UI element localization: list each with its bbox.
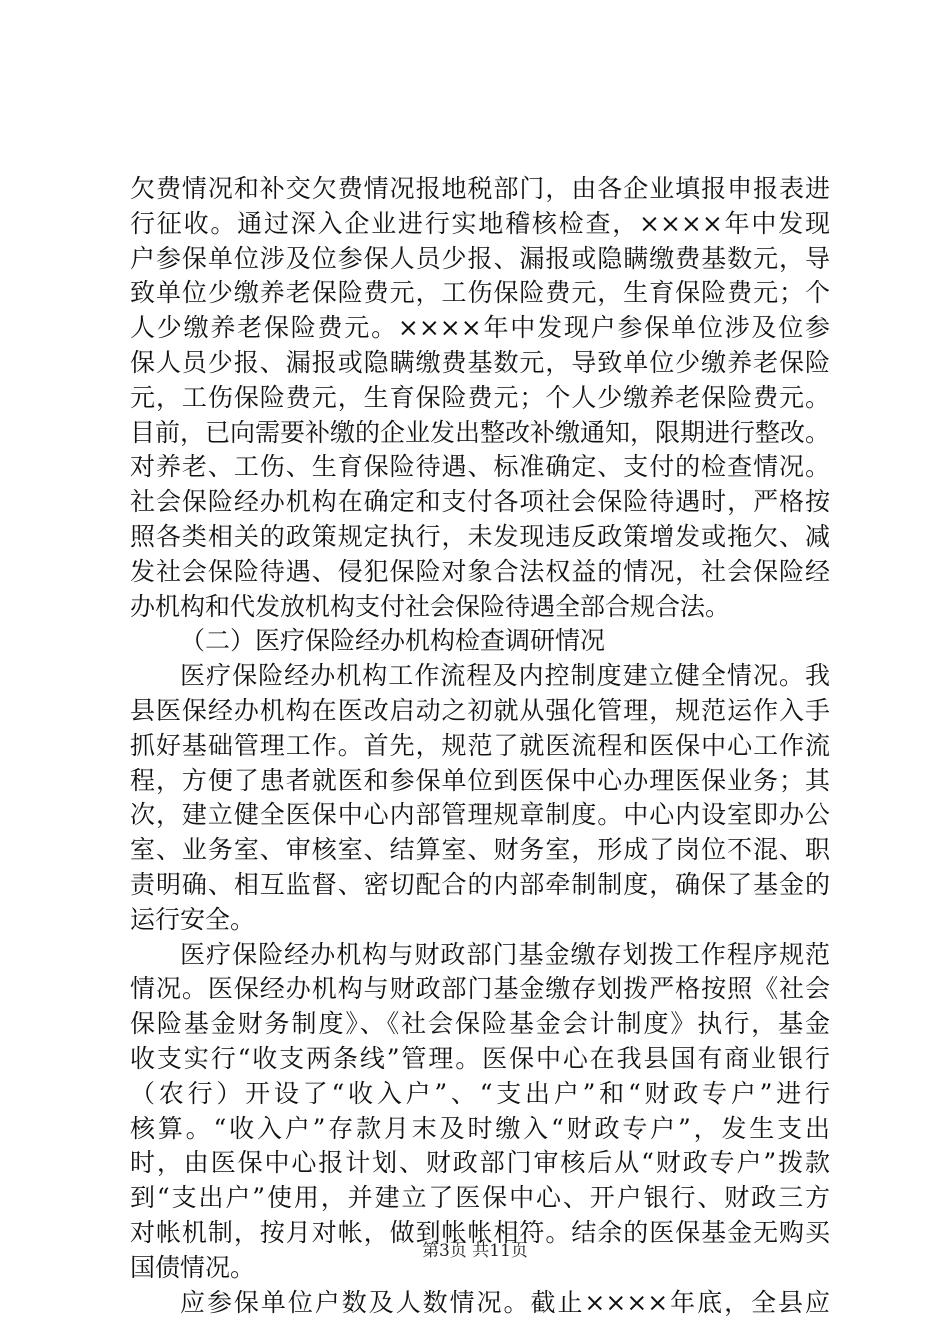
text-line: 户参保单位涉及位参保人员少报、漏报或隐瞒缴费基数元，导 [130,243,830,273]
text-line: 对帐机制，按月对帐，做到帐帐相符。结余的医保基金无购买 [130,1217,830,1247]
text-line: 室、业务室、审核室、结算室、财务室，形成了岗位不混、职 [130,835,830,865]
text-line: 保险基金财务制度》、《社会保险基金会计制度》执行，基金 [130,1009,830,1039]
text-line: 国债情况。 [130,1252,256,1282]
text-line: 行征收。通过深入企业进行实地稽核检查，××××年中发现 [130,208,830,238]
heading-line: （二）医疗保险经办机构检查调研情况 [180,626,606,656]
text-line: （农行）开设了“收入户”、“支出户”和“财政专户”进行 [130,1078,830,1108]
paragraph-enrollment-count [130,1286,830,1321]
text-line: 保人员少报、漏报或隐瞒缴费基数元，导致单位少缴养老保险 [130,347,830,377]
text-line: 照各类相关的政策规定执行，未发现违反政策增发或拖欠、减 [130,521,830,551]
text-line: 目前，已向需要补缴的企业发出整改补缴通知，限期进行整改。 [130,417,831,447]
text-line: 核算。“收入户”存款月末及时缴入“财政专户”，发生支出 [130,1113,830,1143]
text-line: 发社会保险待遇、侵犯保险对象合法权益的情况，社会保险经 [130,556,830,586]
paragraph-workflow-internal-control [130,659,830,937]
paragraph-social-insurance-audit [130,172,830,624]
text-line: 责明确、相互监督、密切配合的内部牵制制度，确保了基金的 [130,869,830,899]
text-line: 运行安全。 [130,904,256,934]
text-line: 致单位少缴养老保险费元，工伤保险费元，生育保险费元；个 [130,278,830,308]
text-line: 欠费情况和补交欠费情况报地税部门，由各企业填报申报表进 [130,174,830,203]
text-line: 医疗保险经办机构工作流程及内控制度建立健全情况。我 [180,661,830,691]
paragraph-fund-transfer [130,938,830,1286]
text-line: 情况。医保经办机构与财政部门基金缴存划拨严格按照《社会 [130,974,830,1004]
text-line: 程，方便了患者就医和参保单位到医保中心办理医保业务；其 [130,765,830,795]
text-line: 时，由医保中心报计划、财政部门审核后从“财政专户”拨款 [130,1148,830,1178]
text-line: 应参保单位户数及人数情况。截止××××年底，全县应 [180,1287,830,1317]
text-line: 对养老、工伤、生育保险待遇、标准确定、支付的检查情况。 [130,452,830,482]
page-number-footer: 第3页 共11页 [422,1241,528,1261]
document-body [130,172,830,1320]
text-line: 人少缴养老保险费元。××××年中发现户参保单位涉及位参 [130,313,830,343]
text-line: 县医保经办机构在医改启动之初就从强化管理，规范运作入手 [130,695,830,725]
text-line: 办机构和代发放机构支付社会保险待遇全部合规合法。 [130,591,731,621]
text-line: 元，工伤保险费元，生育保险费元；个人少缴养老保险费元。 [130,382,830,412]
text-line: 抓好基础管理工作。首先，规范了就医流程和医保中心工作流 [130,730,830,760]
text-line: 到“支出户”使用，并建立了医保中心、开户银行、财政三方 [130,1183,830,1213]
text-line: 收支实行“收支两条线”管理。医保中心在我县国有商业银行 [130,1043,830,1073]
section-heading-medical-insurance [130,624,830,659]
text-line: 社会保险经办机构在确定和支付各项社会保险待遇时，严格按 [130,487,830,517]
text-line: 次，建立健全医保中心内部管理规章制度。中心内设室即办公 [130,800,830,830]
text-line: 医疗保险经办机构与财政部门基金缴存划拨工作程序规范 [180,939,830,969]
